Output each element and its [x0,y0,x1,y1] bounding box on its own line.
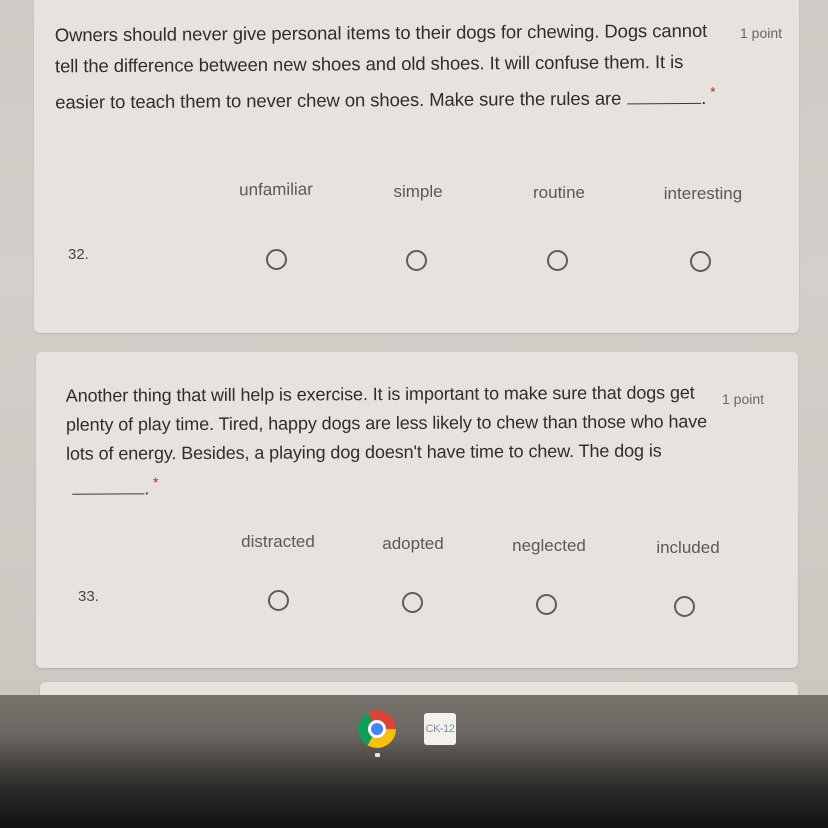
radio-distracted[interactable] [268,590,289,611]
option-label-routine: routine [533,183,585,202]
ck12-icon[interactable]: CK-12 [424,713,456,745]
option-label-interesting: interesting [663,184,743,203]
option-label-included: included [656,538,720,557]
taskbar [0,695,828,828]
radio-unfamiliar[interactable] [266,249,287,270]
chrome-icon[interactable] [358,710,396,748]
question-number: 32. [68,246,89,263]
radio-adopted[interactable] [402,592,423,613]
option-label-simple: simple [393,182,443,201]
question-period: . [701,86,707,109]
question-period: . [144,478,150,499]
radio-simple[interactable] [406,250,427,271]
radio-included[interactable] [674,596,695,617]
option-label-neglected: neglected [512,536,586,555]
required-asterisk: * [153,474,159,491]
answer-blank [627,103,701,105]
radio-neglected[interactable] [536,594,557,615]
answer-blank [72,493,144,494]
points-label: 1 point [740,25,783,41]
active-app-indicator [375,753,380,757]
option-label-adopted: adopted [382,534,444,553]
option-label-unfamiliar: unfamiliar [239,179,313,200]
question-prompt: Owners should never give personal items to their dogs for chewing. Dogs cannot tell the difference between new shoes and old shoes. It will confuse them. It is easier to teach them to never chew on shoes. Make sure the rules are [54,19,708,113]
radio-interesting[interactable] [690,251,711,272]
question-text-32 [55,15,736,118]
points-label: 1 point [722,391,765,407]
question-text-33 [66,378,727,503]
question-prompt: Another thing that will help is exercise. It is important to make sure that dogs get plenty of play time. Tired, happy dogs are less likely to chew than those who have lots of energy. Besides, a playing dog doesn't have time to chew. The dog is [65,382,708,464]
question-card-next [40,682,798,695]
required-asterisk: * [710,83,716,100]
option-label-distracted: distracted [241,532,315,551]
question-number: 33. [78,588,99,605]
radio-routine[interactable] [547,250,568,271]
